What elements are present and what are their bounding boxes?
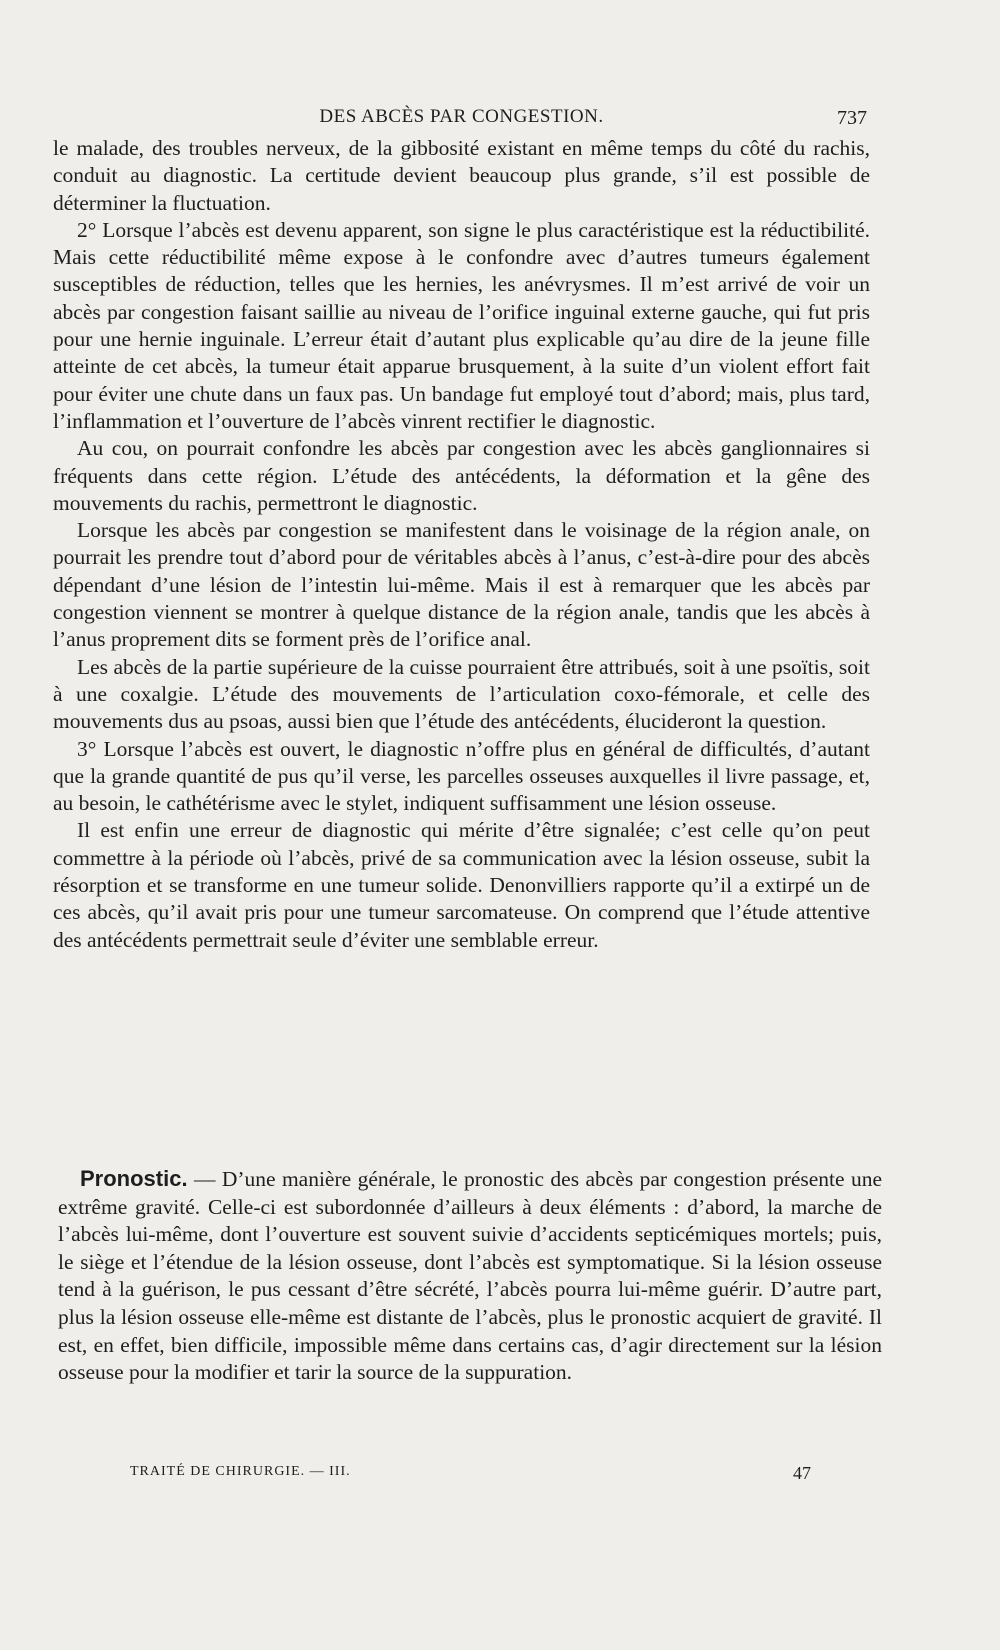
- page-header: [53, 102, 870, 132]
- page-footer: [130, 1460, 830, 1490]
- paragraph: le malade, des troubles nerveux, de la gibbosité existant en même temps du côté du rachis, conduit au diagnostic. La certitude devient beaucoup plus grande, s’il est possible de déterminer la fluctuation.: [53, 136, 870, 215]
- section-heading: Pronostic.: [80, 1166, 188, 1191]
- pronostic-section: [58, 1165, 882, 1387]
- paragraph: Au cou, on pourrait confondre les abcès par congestion avec les abcès ganglionnaires si fréquents dans cette région. L’étude des antécédents, la déformation et la gêne des mouvements du rachis, permettront le diagnostic.: [53, 436, 870, 515]
- paragraph: Lorsque les abcès par congestion se manifestent dans le voisinage de la région anale, on pourrait les prendre tout d’abord pour de véritables abcès à l’anus, c’est-à-dire pour des abcès dépendant d’une lésion de l’intestin lui-même. Mais il est à remarquer que les abcès par congestion viennent se montrer à quelque distance de la région anale, tandis que les abcès à l’anus proprement dits se forment près de l’orifice anal.: [53, 518, 870, 652]
- paragraph: 3° Lorsque l’abcès est ouvert, le diagnostic n’offre plus en général de difficultés, d’autant que la grande quantité de pus qu’il verse, les parcelles osseuses auxquelles il livre passage, et, au besoin, le cathétérisme avec le stylet, indiquent suffisamment une lésion osseuse.: [53, 736, 870, 816]
- running-title: DES ABCÈS PAR CONGESTION.: [319, 106, 604, 127]
- paragraph: 2° Lorsque l’abcès est devenu apparent, son signe le plus caractéristique est la réductibilité. Mais cette réductibilité même expose à le confondre avec d’autres tumeurs également susceptibles de réduction, telles que les hernies, les anévrysmes. Il m’est arrivé de voir un abcès par congestion faisant saillie au niveau de l’orifice inguinal externe gauche, qui fut pris pour une hernie inguinale. L’erreur était d’autant plus explicable qu’au dire de la jeune fille atteinte de cet abcès, la tumeur était apparue brusquement, à la suite d’un violent effort fait pour éviter une chute dans un faux pas. Un bandage fut employé tout d’abord; mais, plus tard, l’inflammation et l’ouverture de l’abcès vinrent rectifier le diagnostic.: [53, 217, 870, 433]
- pronostic-paragraph: [58, 1165, 882, 1387]
- paragraph: Il est enfin une erreur de diagnostic qui mérite d’être signalée; c’est celle qu’on peut commettre à la période où l’abcès, privé de sa communication avec la lésion osseuse, subit la résorption et se transforme en une tumeur solide. Denonvilliers rapporte qu’il a extirpé un de ces abcès, qu’il avait pris pour une tumeur sarcomateuse. On comprend que l’étude attentive des antécédents permettrait seule d’éviter une semblable erreur.: [53, 818, 870, 952]
- footer-title: TRAITÉ DE CHIRURGIE. — III.: [130, 1464, 351, 1479]
- page-number: 737: [837, 107, 867, 129]
- signature-mark: 47: [793, 1463, 811, 1483]
- paragraph: Les abcès de la partie supérieure de la cuisse pourraient être attribués, soit à une psoïtis, soit à une coxalgie. L’étude des mouvements de l’articulation coxo-fémorale, et celle des mouvements dus au psoas, aussi bien que l’étude des antécédents, élucideront la question.: [53, 654, 870, 734]
- body-text: [53, 135, 870, 954]
- pronostic-text: — D’une manière générale, le pronostic des abcès par congestion présente une extrême gravité. Celle-ci est subordonnée d’ailleurs à deux éléments : d’abord, la marche de l’abcès lui-même, dont l’ouverture est souvent suivie d’accidents septicémiques mortels; puis, le siège et l’étendue de la lésion osseuse, dont l’abcès est symptomatique. Si la lésion osseuse tend à la guérison, le pus cessant d’être sécrété, l’abcès pourra lui-même guérir. D’autre part, plus la lésion osseuse elle-même est distante de l’abcès, plus le pronostic acquiert de gravité. Il est, en effet, bien difficile, impossible même dans certains cas, d’agir directement sur la lésion osseuse pour la modifier et tarir la source de la suppuration.: [58, 1167, 882, 1385]
